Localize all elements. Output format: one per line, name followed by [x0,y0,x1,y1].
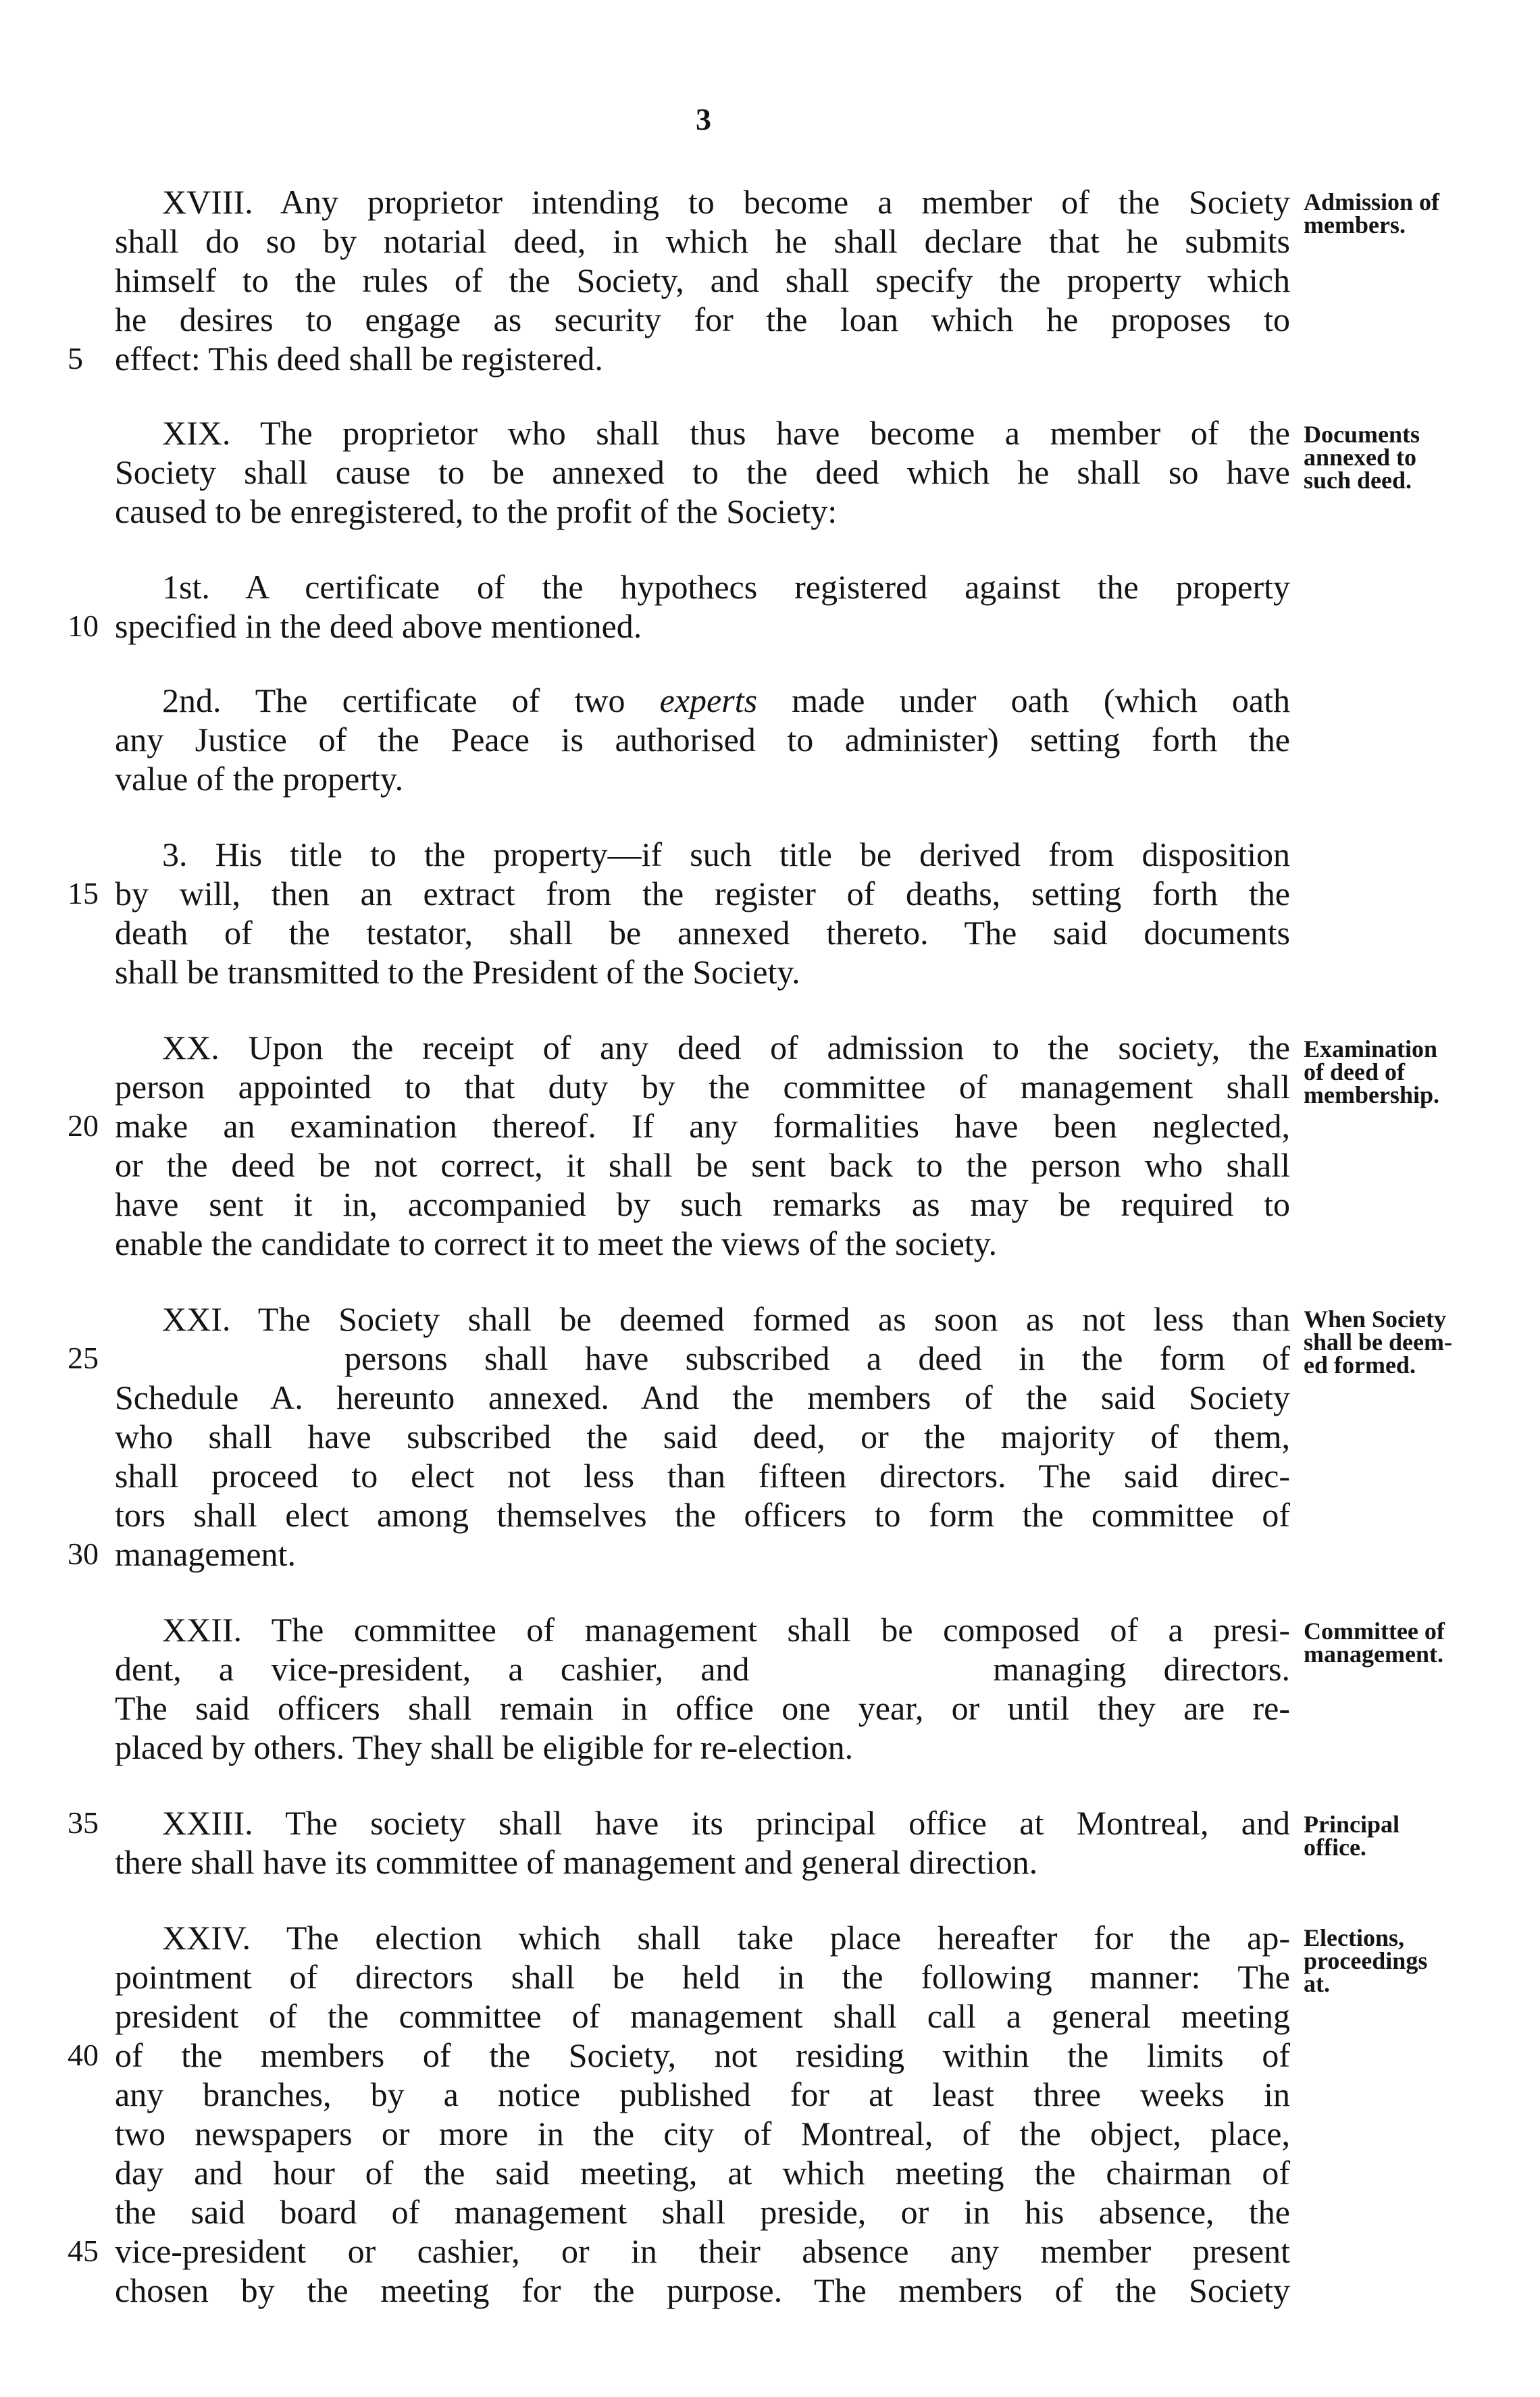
page-number: 3 [696,102,711,136]
text-fragment: managing directors. [993,1650,1290,1688]
text-line: there shall have its committee of management and general direction. [115,1843,1038,1881]
text-line: any branches, by a notice published for at least three weeks in [115,2076,1290,2113]
text-line: XXI. The Society shall be deemed formed as soon as not less than [162,1300,1290,1338]
text-line: XVIII. Any proprietor intending to become a member of the Society [162,183,1290,221]
text-line: XXIII. The society shall have its principal office at Montreal, and [162,1804,1290,1842]
text-line: pointment of directors shall be held in the following manner: The [115,1958,1290,1996]
text-line: XX. Upon the receipt of any deed of admission to the society, the [162,1029,1290,1066]
line-number: 35 [68,1805,99,1840]
text-line: shall do so by notarial deed, in which he shall declare that he submits [115,222,1290,260]
text-fragment: made under oath (which oath [792,681,1291,719]
margin-note-committee: Committee of management. [1304,1618,1445,1668]
text-line: management. [115,1535,296,1573]
text-line: persons shall have subscribed a deed in the form of [344,1339,1290,1377]
text-line: vice-president or cashier, or in their absence any member present [115,2232,1290,2270]
italic-word: experts [659,681,758,719]
margin-note-examination: Examination of deed of membership. [1304,1035,1439,1108]
line-number: 40 [68,2038,99,2072]
text-line: 1st. A certificate of the hypothecs registered against the property [162,568,1290,606]
text-line: or the deed be not correct, it shall be sent back to the person who shall [115,1146,1290,1184]
text-line: Society shall cause to be annexed to the deed which he shall so have [115,453,1290,491]
line-number: 20 [68,1108,99,1143]
text-line: two newspapers or more in the city of Montreal, of the object, place, [115,2115,1290,2153]
text-line: shall proceed to elect not less than fifteen directors. The said direc- [115,1457,1290,1495]
text-line: specified in the deed above mentioned. [115,607,642,645]
line-number: 10 [68,609,99,643]
text-line: XXII. The committee of management shall be composed of a presi- [162,1611,1290,1649]
text-line: shall be transmitted to the President of the Society. [115,953,800,991]
text-line: death of the testator, shall be annexed thereto. The said documents [115,914,1290,952]
text-line [115,1649,1290,1689]
text-line: any Justice of the Peace is authorised to administer) setting forth the [115,721,1290,758]
line-number: 5 [68,341,83,376]
text-fragment: dent, a vice-president, a cashier, and [115,1650,750,1688]
text-line: The said officers shall remain in office one year, or until they are re- [115,1689,1290,1727]
text-line [115,681,1290,720]
text-line: Schedule A. hereunto annexed. And the members of the said Society [115,1378,1290,1416]
text-line: XXIV. The election which shall take place hereafter for the ap- [162,1919,1290,1957]
text-line: of the members of the Society, not residing within the limits of [115,2036,1290,2074]
text-line: day and hour of the said meeting, at which meeting the chairman of [115,2154,1290,2192]
text-line: who shall have subscribed the said deed, or the majority of them, [115,1418,1290,1455]
text-line: make an examination thereof. If any formalities have been neglected, [115,1107,1290,1145]
text-line: himself to the rules of the Society, and shall specify the property which [115,261,1290,299]
text-line: person appointed to that duty by the committee of management shall [115,1068,1290,1106]
line-number: 15 [68,876,99,910]
text-fragment: 2nd. The certificate of two [162,681,625,719]
text-line: enable the candidate to correct it to meet the views of the society. [115,1225,997,1262]
text-line: president of the committee of management shall call a general meeting [115,1997,1290,2035]
text-line: he desires to engage as security for the loan which he proposes to [115,301,1290,338]
line-number: 30 [68,1537,99,1571]
text-line: chosen by the meeting for the purpose. The members of the Society [115,2271,1290,2309]
line-number: 45 [68,2234,99,2268]
text-line: 3. His title to the property—if such title be derived from disposition [162,835,1290,873]
margin-note-elections: Elections, proceedings at. [1304,1924,1428,1997]
text-line: value of the property. [115,760,404,798]
margin-note-principal-office: Principal office. [1304,1811,1400,1861]
margin-note-documents: Documents annexed to such deed. [1304,421,1420,494]
margin-note-society-formed: When Society shall be deem- ed formed. [1304,1306,1452,1378]
text-line: placed by others. They shall be eligible for re-election. [115,1728,854,1766]
text-line: the said board of management shall preside, or in his absence, the [115,2193,1290,2231]
text-line: by will, then an extract from the register of deaths, setting forth the [115,875,1290,912]
text-line: tors shall elect among themselves the officers to form the committee of [115,1496,1290,1534]
line-number: 25 [68,1341,99,1375]
text-line: effect: This deed shall be registered. [115,340,603,378]
text-line: have sent it in, accompanied by such remarks as may be required to [115,1185,1290,1223]
text-line: XIX. The proprietor who shall thus have become a member of the [162,414,1290,452]
text-line: caused to be enregistered, to the profit of the Society: [115,492,838,530]
margin-note-admission: Admission of members. [1304,188,1440,238]
